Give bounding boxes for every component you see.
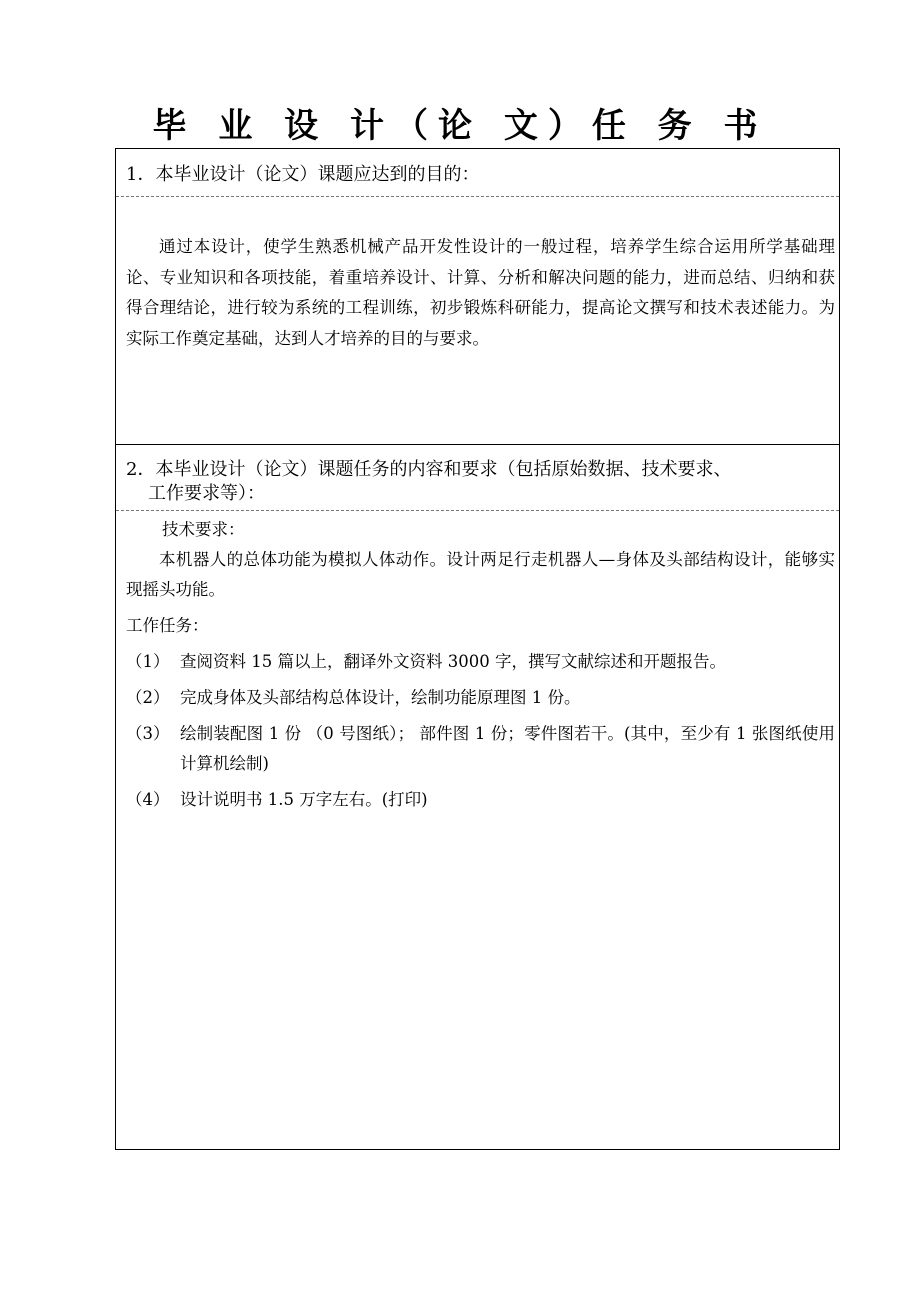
task-item [126, 647, 835, 677]
task-table [115, 148, 840, 1150]
task-number: （2） [126, 688, 170, 707]
section-purpose-heading: 1．本毕业设计（论文）课题应达到的目的： [116, 149, 839, 197]
task-number: （4） [126, 790, 170, 809]
task-item [126, 719, 835, 779]
task-text: 完成身体及头部结构总体设计，绘制功能原理图 1 份。 [180, 688, 581, 707]
section-requirements-body [116, 511, 839, 815]
section-requirements [116, 447, 839, 1149]
section-requirements-heading-line1: 2．本毕业设计（论文）课题任务的内容和要求（包括原始数据、技术要求、 [126, 459, 732, 480]
task-text: 绘制装配图 1 份 （0 号图纸）； 部件图 1 份；零件图若干。(其中，至少有 1 张图纸使用计算机绘制) [180, 724, 835, 773]
document-title: 毕 业 设 计（论 文）任 务 书 [152, 106, 768, 146]
work-tasks-label: 工作任务： [126, 616, 209, 635]
task-number: （3） [126, 724, 170, 743]
task-item [126, 683, 835, 713]
task-text: 设计说明书 1.5 万字左右。(打印) [180, 790, 428, 809]
section-purpose [116, 149, 839, 445]
task-number: （1） [126, 652, 170, 671]
tech-requirements-text: 本机器人的总体功能为模拟人体动作。设计两足行走机器人—身体及头部结构设计，能够实现摇头功能。 [126, 550, 835, 599]
tech-requirements-label: 技术要求： [162, 520, 245, 539]
section-requirements-heading [116, 447, 839, 511]
task-text: 查阅资料 15 篇以上，翻译外文资料 3000 字，撰写文献综述和开题报告。 [180, 652, 726, 671]
section-requirements-heading-line2: 工作要求等）： [148, 483, 265, 504]
task-item [126, 785, 835, 815]
section-purpose-content: 通过本设计，使学生熟悉机械产品开发性设计的一般过程，培养学生综合运用所学基础理论、专业知识和各项技能，着重培养设计、计算、分析和解决问题的能力，进而总结、归纳和获得合理结论，进行较为系统的工程训练，初步锻炼科研能力，提高论文撰写和技术表述能力。为实际工作奠定基础，达到人才培养的目的与要求。 [126, 237, 835, 348]
